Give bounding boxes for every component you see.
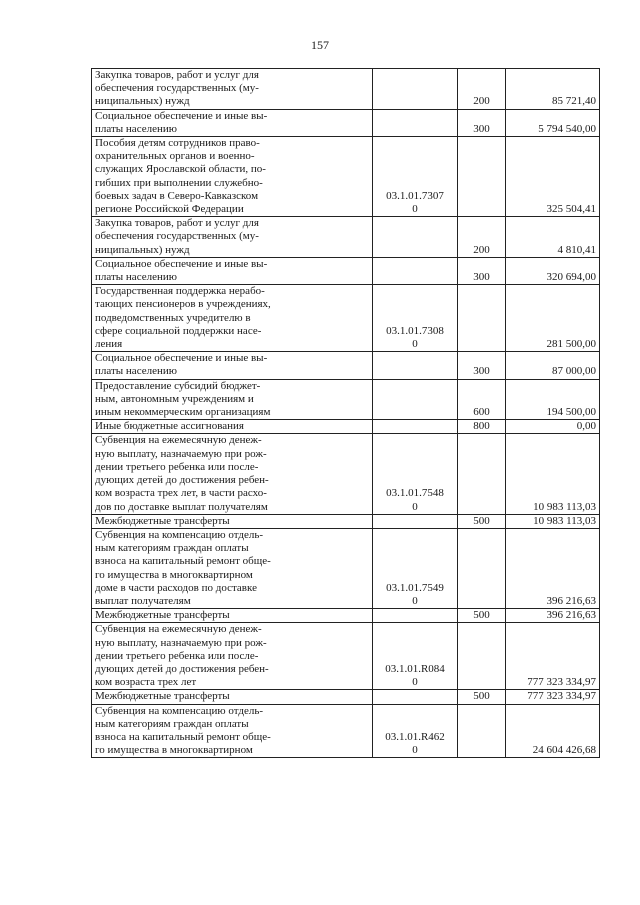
amount-cell xyxy=(506,109,600,136)
amount-cell xyxy=(506,434,600,514)
amount-cell-text: 325 504,41 xyxy=(546,203,596,216)
amount-cell xyxy=(506,623,600,690)
target-article-code-cell-text: 03.1.01.R084 0 xyxy=(385,662,445,689)
expense-type-code-cell-text: 300 xyxy=(473,365,490,378)
target-article-code-cell xyxy=(373,528,458,608)
expense-name-cell xyxy=(92,690,373,704)
amount-cell xyxy=(506,137,600,217)
amount-cell xyxy=(506,379,600,420)
amount-cell-text: 0,00 xyxy=(576,420,596,433)
table-row xyxy=(92,690,600,704)
expense-name-cell-text: Закупка товаров, работ и услуг для обеспечения государственных (му- ниципальных) нужд xyxy=(95,217,259,256)
expense-name-cell xyxy=(92,434,373,514)
expense-name-cell xyxy=(92,528,373,608)
amount-cell-text: 24 604 426,68 xyxy=(532,744,596,757)
expense-type-code-cell xyxy=(458,420,506,434)
amount-cell-text: 5 794 540,00 xyxy=(538,122,596,135)
target-article-code-cell xyxy=(373,257,458,284)
expense-name-cell-text: Государственная поддержка нерабо- тающих пенсионеров в учреждениях, подведомственных учредителю в сфере социальной поддержки насе- ления xyxy=(95,285,271,351)
expense-name-cell xyxy=(92,285,373,352)
expense-name-cell xyxy=(92,514,373,528)
amount-cell-text: 10 983 113,03 xyxy=(533,500,596,513)
table-row xyxy=(92,379,600,420)
expense-type-code-cell xyxy=(458,379,506,420)
table-row xyxy=(92,109,600,136)
expense-type-code-cell xyxy=(458,690,506,704)
table-row xyxy=(92,257,600,284)
target-article-code-cell-text: 03.1.01.7308 0 xyxy=(386,324,444,351)
target-article-code-cell xyxy=(373,514,458,528)
amount-cell xyxy=(506,285,600,352)
expense-name-cell-text: Иные бюджетные ассигнования xyxy=(95,420,244,433)
amount-cell-text: 777 323 334,97 xyxy=(527,690,596,703)
expense-type-code-cell xyxy=(458,257,506,284)
budget-table xyxy=(91,68,600,758)
expense-type-code-cell-text: 200 xyxy=(473,95,490,108)
table-row xyxy=(92,137,600,217)
target-article-code-cell xyxy=(373,704,458,758)
expense-type-code-cell xyxy=(458,514,506,528)
expense-name-cell-text: Межбюджетные трансферты xyxy=(95,514,230,527)
expense-type-code-cell xyxy=(458,109,506,136)
expense-type-code-cell xyxy=(458,434,506,514)
expense-name-cell xyxy=(92,420,373,434)
table-row xyxy=(92,514,600,528)
amount-cell xyxy=(506,704,600,758)
expense-name-cell-text: Пособия детям сотрудников право- охранительных органов и военно- служащих Ярославской области, по- гибших при выполнении служебно- боевых задач в Северо-Кавказском регионе Российской Федерации xyxy=(95,137,266,216)
expense-type-code-cell xyxy=(458,704,506,758)
amount-cell xyxy=(506,257,600,284)
expense-type-code-cell-text: 500 xyxy=(473,609,490,622)
amount-cell xyxy=(506,609,600,623)
expense-name-cell-text: Субвенция на компенсацию отдель- ным категориям граждан оплаты взноса на капитальный ремонт обще- го имущества в многоквартирном xyxy=(95,704,271,757)
expense-name-cell-text: Межбюджетные трансферты xyxy=(95,609,230,622)
table-row xyxy=(92,352,600,379)
amount-cell xyxy=(506,514,600,528)
amount-cell xyxy=(506,420,600,434)
expense-name-cell xyxy=(92,379,373,420)
amount-cell-text: 4 810,41 xyxy=(557,243,596,256)
expense-name-cell xyxy=(92,109,373,136)
target-article-code-cell-text: 03.1.01.7549 0 xyxy=(386,581,444,607)
amount-cell-text: 281 500,00 xyxy=(546,338,596,351)
amount-cell-text: 777 323 334,97 xyxy=(527,676,596,689)
amount-cell-text: 396 216,63 xyxy=(546,609,596,622)
table-row xyxy=(92,704,600,758)
expense-type-code-cell xyxy=(458,623,506,690)
target-article-code-cell xyxy=(373,109,458,136)
target-article-code-cell-text: 03.1.01.7307 0 xyxy=(386,189,444,216)
expense-type-code-cell xyxy=(458,137,506,217)
table-row xyxy=(92,528,600,608)
expense-type-code-cell xyxy=(458,609,506,623)
expense-type-code-cell xyxy=(458,285,506,352)
target-article-code-cell xyxy=(373,379,458,420)
target-article-code-cell-text: 03.1.01.R462 0 xyxy=(385,730,445,757)
table-row xyxy=(92,69,600,110)
amount-cell xyxy=(506,352,600,379)
expense-name-cell xyxy=(92,217,373,258)
expense-name-cell xyxy=(92,69,373,110)
table-row xyxy=(92,623,600,690)
expense-name-cell-text: Социальное обеспечение и иные вы- платы населению xyxy=(95,257,268,284)
amount-cell xyxy=(506,217,600,258)
target-article-code-cell-text: 03.1.01.7548 0 xyxy=(386,487,444,513)
amount-cell-text: 396 216,63 xyxy=(546,594,596,607)
expense-name-cell-text: Предоставление субсидий бюджет- ным, автономным учреждениям и иным некоммерческим организациям xyxy=(95,379,271,419)
expense-name-cell-text: Закупка товаров, работ и услуг для обеспечения государственных (му- ниципальных) нужд xyxy=(95,69,259,108)
expense-name-cell xyxy=(92,352,373,379)
target-article-code-cell xyxy=(373,623,458,690)
expense-name-cell-text: Социальное обеспечение и иные вы- платы населению xyxy=(95,352,268,378)
target-article-code-cell xyxy=(373,420,458,434)
amount-cell-text: 10 983 113,03 xyxy=(533,514,596,527)
page-number: 157 xyxy=(311,38,329,52)
expense-type-code-cell-text: 500 xyxy=(473,690,490,703)
table-row xyxy=(92,609,600,623)
amount-cell xyxy=(506,69,600,110)
expense-type-code-cell-text: 300 xyxy=(473,122,490,135)
expense-name-cell-text: Субвенция на ежемесячную денеж- ную выплату, назначаемую при рож- дении третьего ребенка или после- дующих детей до достижения ребен- ком возраста трех лет, в части расхо- дов по доставке выплат получателям xyxy=(95,434,269,513)
amount-cell-text: 320 694,00 xyxy=(546,271,596,284)
target-article-code-cell xyxy=(373,434,458,514)
expense-name-cell xyxy=(92,137,373,217)
expense-type-code-cell-text: 500 xyxy=(473,514,490,527)
table-row xyxy=(92,285,600,352)
expense-type-code-cell xyxy=(458,352,506,379)
target-article-code-cell xyxy=(373,217,458,258)
expense-name-cell xyxy=(92,257,373,284)
expense-type-code-cell xyxy=(458,217,506,258)
amount-cell xyxy=(506,690,600,704)
target-article-code-cell xyxy=(373,285,458,352)
expense-name-cell-text: Субвенция на компенсацию отдель- ным категориям граждан оплаты взноса на капитальный ремонт обще- го имущества в многоквартирном доме в части расходов по доставке выплат получателям xyxy=(95,528,271,607)
target-article-code-cell xyxy=(373,69,458,110)
target-article-code-cell xyxy=(373,690,458,704)
table-row xyxy=(92,217,600,258)
expense-type-code-cell-text: 600 xyxy=(473,406,490,419)
expense-type-code-cell-text: 800 xyxy=(473,420,490,433)
target-article-code-cell xyxy=(373,609,458,623)
expense-name-cell-text: Межбюджетные трансферты xyxy=(95,690,230,703)
expense-type-code-cell xyxy=(458,69,506,110)
amount-cell xyxy=(506,528,600,608)
target-article-code-cell xyxy=(373,352,458,379)
expense-name-cell-text: Социальное обеспечение и иные вы- платы населению xyxy=(95,109,268,135)
expense-name-cell xyxy=(92,704,373,758)
expense-name-cell-text: Субвенция на ежемесячную денеж- ную выплату, назначаемую при рож- дении третьего ребенка или после- дующих детей до достижения ребен- ком возраста трех лет xyxy=(95,623,269,689)
expense-name-cell xyxy=(92,623,373,690)
amount-cell-text: 87 000,00 xyxy=(552,365,596,378)
amount-cell-text: 85 721,40 xyxy=(552,95,596,108)
target-article-code-cell xyxy=(373,137,458,217)
expense-name-cell xyxy=(92,609,373,623)
table-row xyxy=(92,434,600,514)
expense-type-code-cell xyxy=(458,528,506,608)
budget-table-body xyxy=(92,69,600,758)
expense-type-code-cell-text: 300 xyxy=(473,271,490,284)
amount-cell-text: 194 500,00 xyxy=(546,406,596,419)
table-row xyxy=(92,420,600,434)
expense-type-code-cell-text: 200 xyxy=(473,243,490,256)
